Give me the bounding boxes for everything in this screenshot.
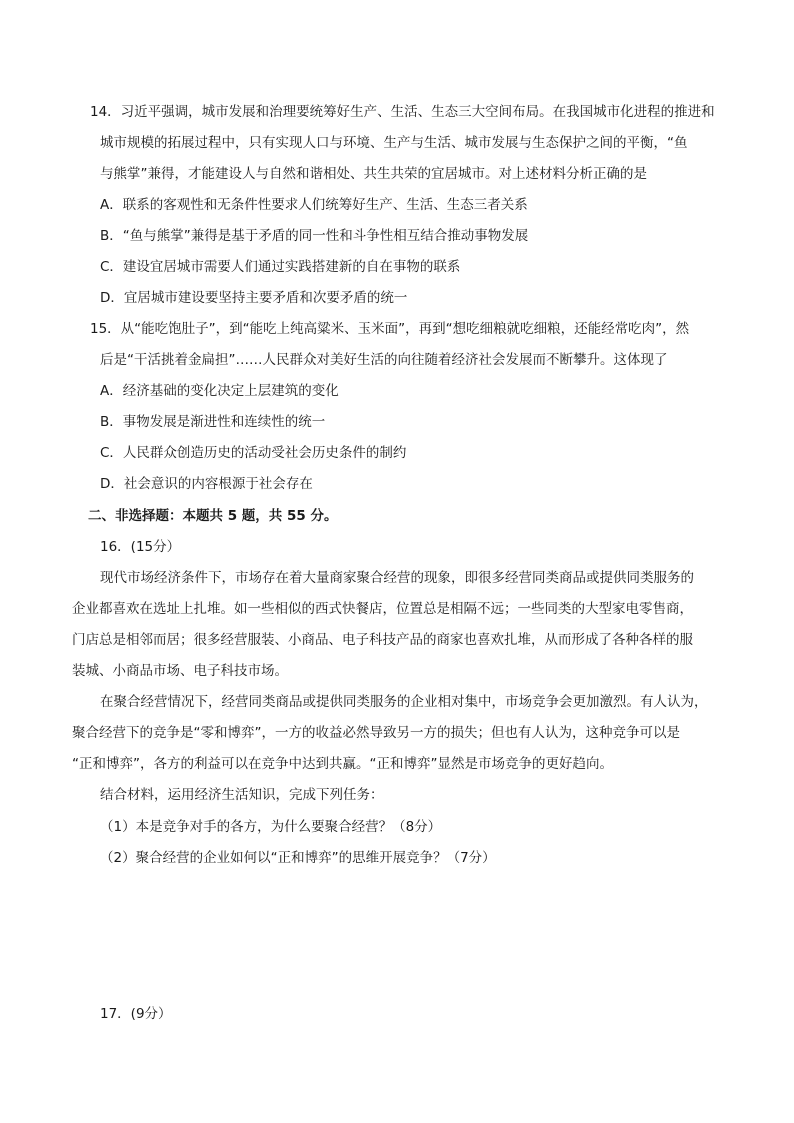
q15-option-d: D．社会意识的内容根源于社会存在 (100, 476, 313, 492)
q14-option-b: B．“鱼与熊掌”兼得是基于矛盾的同一性和斗争性相互结合推动事物发展 (100, 228, 529, 244)
q14-stem-line: 14．习近平强调，城市发展和治理要统筹好生产、生活、生态三大空间布局。在我国城市化进程的推进和 (90, 104, 715, 120)
q16-paragraph-line: 聚合经营下的竞争是“零和博弈”，一方的收益必然导致另一方的损失；但也有人认为，这种竞争可以是 (72, 725, 680, 741)
q17-number: 17．(9分） (100, 1006, 172, 1022)
q15-stem-line: 15．从“能吃饱肚子”，到“能吃上纯高粱米、玉米面”，再到“想吃细粮就吃细粮，还能经常吃肉”，然 (90, 321, 690, 337)
q14-option-c: C．建设宜居城市需要人们通过实践搭建新的自在事物的联系 (100, 259, 461, 275)
q14-option-d: D．宜居城市建设要坚持主要矛盾和次要矛盾的统一 (100, 290, 408, 306)
q16-paragraph-line: 企业都喜欢在选址上扎堆。如一些相似的西式快餐店，位置总是相隔不远；一些同类的大型家电零售商， (72, 601, 693, 617)
section-heading: 二、非选择题：本题共 5 题，共 55 分。 (88, 508, 338, 524)
q16-paragraph-line: 门店总是相邻而居；很多经营服装、小商品、电子科技产品的商家也喜欢扎堆，从而形成了各种各样的服 (72, 632, 693, 648)
q15-option-a: A．经济基础的变化决定上层建筑的变化 (100, 383, 339, 399)
q16-task-1: （1）本是竞争对手的各方，为什么要聚合经营？（8分） (100, 819, 442, 835)
q16-paragraph-line: 现代市场经济条件下，市场存在着大量商家聚合经营的现象，即很多经营同类商品或提供同类服务的 (100, 570, 694, 586)
q16-number: 16．(15分） (100, 539, 181, 555)
q14-option-a: A．联系的客观性和无条件性要求人们统筹好生产、生活、生态三者关系 (100, 197, 528, 213)
q15-option-c: C．人民群众创造历史的活动受社会历史条件的制约 (100, 445, 407, 461)
q16-paragraph-line: 装城、小商品市场、电子科技市场。 (72, 663, 288, 679)
q14-stem-line: 城市规模的拓展过程中，只有实现人口与环境、生产与生活、城市发展与生态保护之间的平衡，“鱼 (100, 135, 688, 151)
q15-stem-line: 后是“干活挑着金扁担”……人民群众对美好生活的向往随着经济社会发展而不断攀升。这体现了 (100, 352, 668, 368)
q16-task-intro: 结合材料，运用经济生活知识，完成下列任务： (100, 787, 384, 803)
q16-paragraph-line: “正和博弈”，各方的利益可以在竞争中达到共赢。“正和博弈”显然是市场竞争的更好趋向。 (72, 756, 613, 772)
q15-option-b: B．事物发展是渐进性和连续性的统一 (100, 414, 326, 430)
q16-paragraph-line: 在聚合经营情况下，经营同类商品或提供同类服务的企业相对集中，市场竞争会更加激烈。有人认为， (100, 694, 708, 710)
q16-task-2: （2）聚合经营的企业如何以“正和博弈”的思维开展竞争？（7分） (100, 850, 496, 866)
q14-stem-line: 与熊掌”兼得，才能建设人与自然和谐相处、共生共荣的宜居城市。对上述材料分析正确的是 (100, 166, 647, 182)
